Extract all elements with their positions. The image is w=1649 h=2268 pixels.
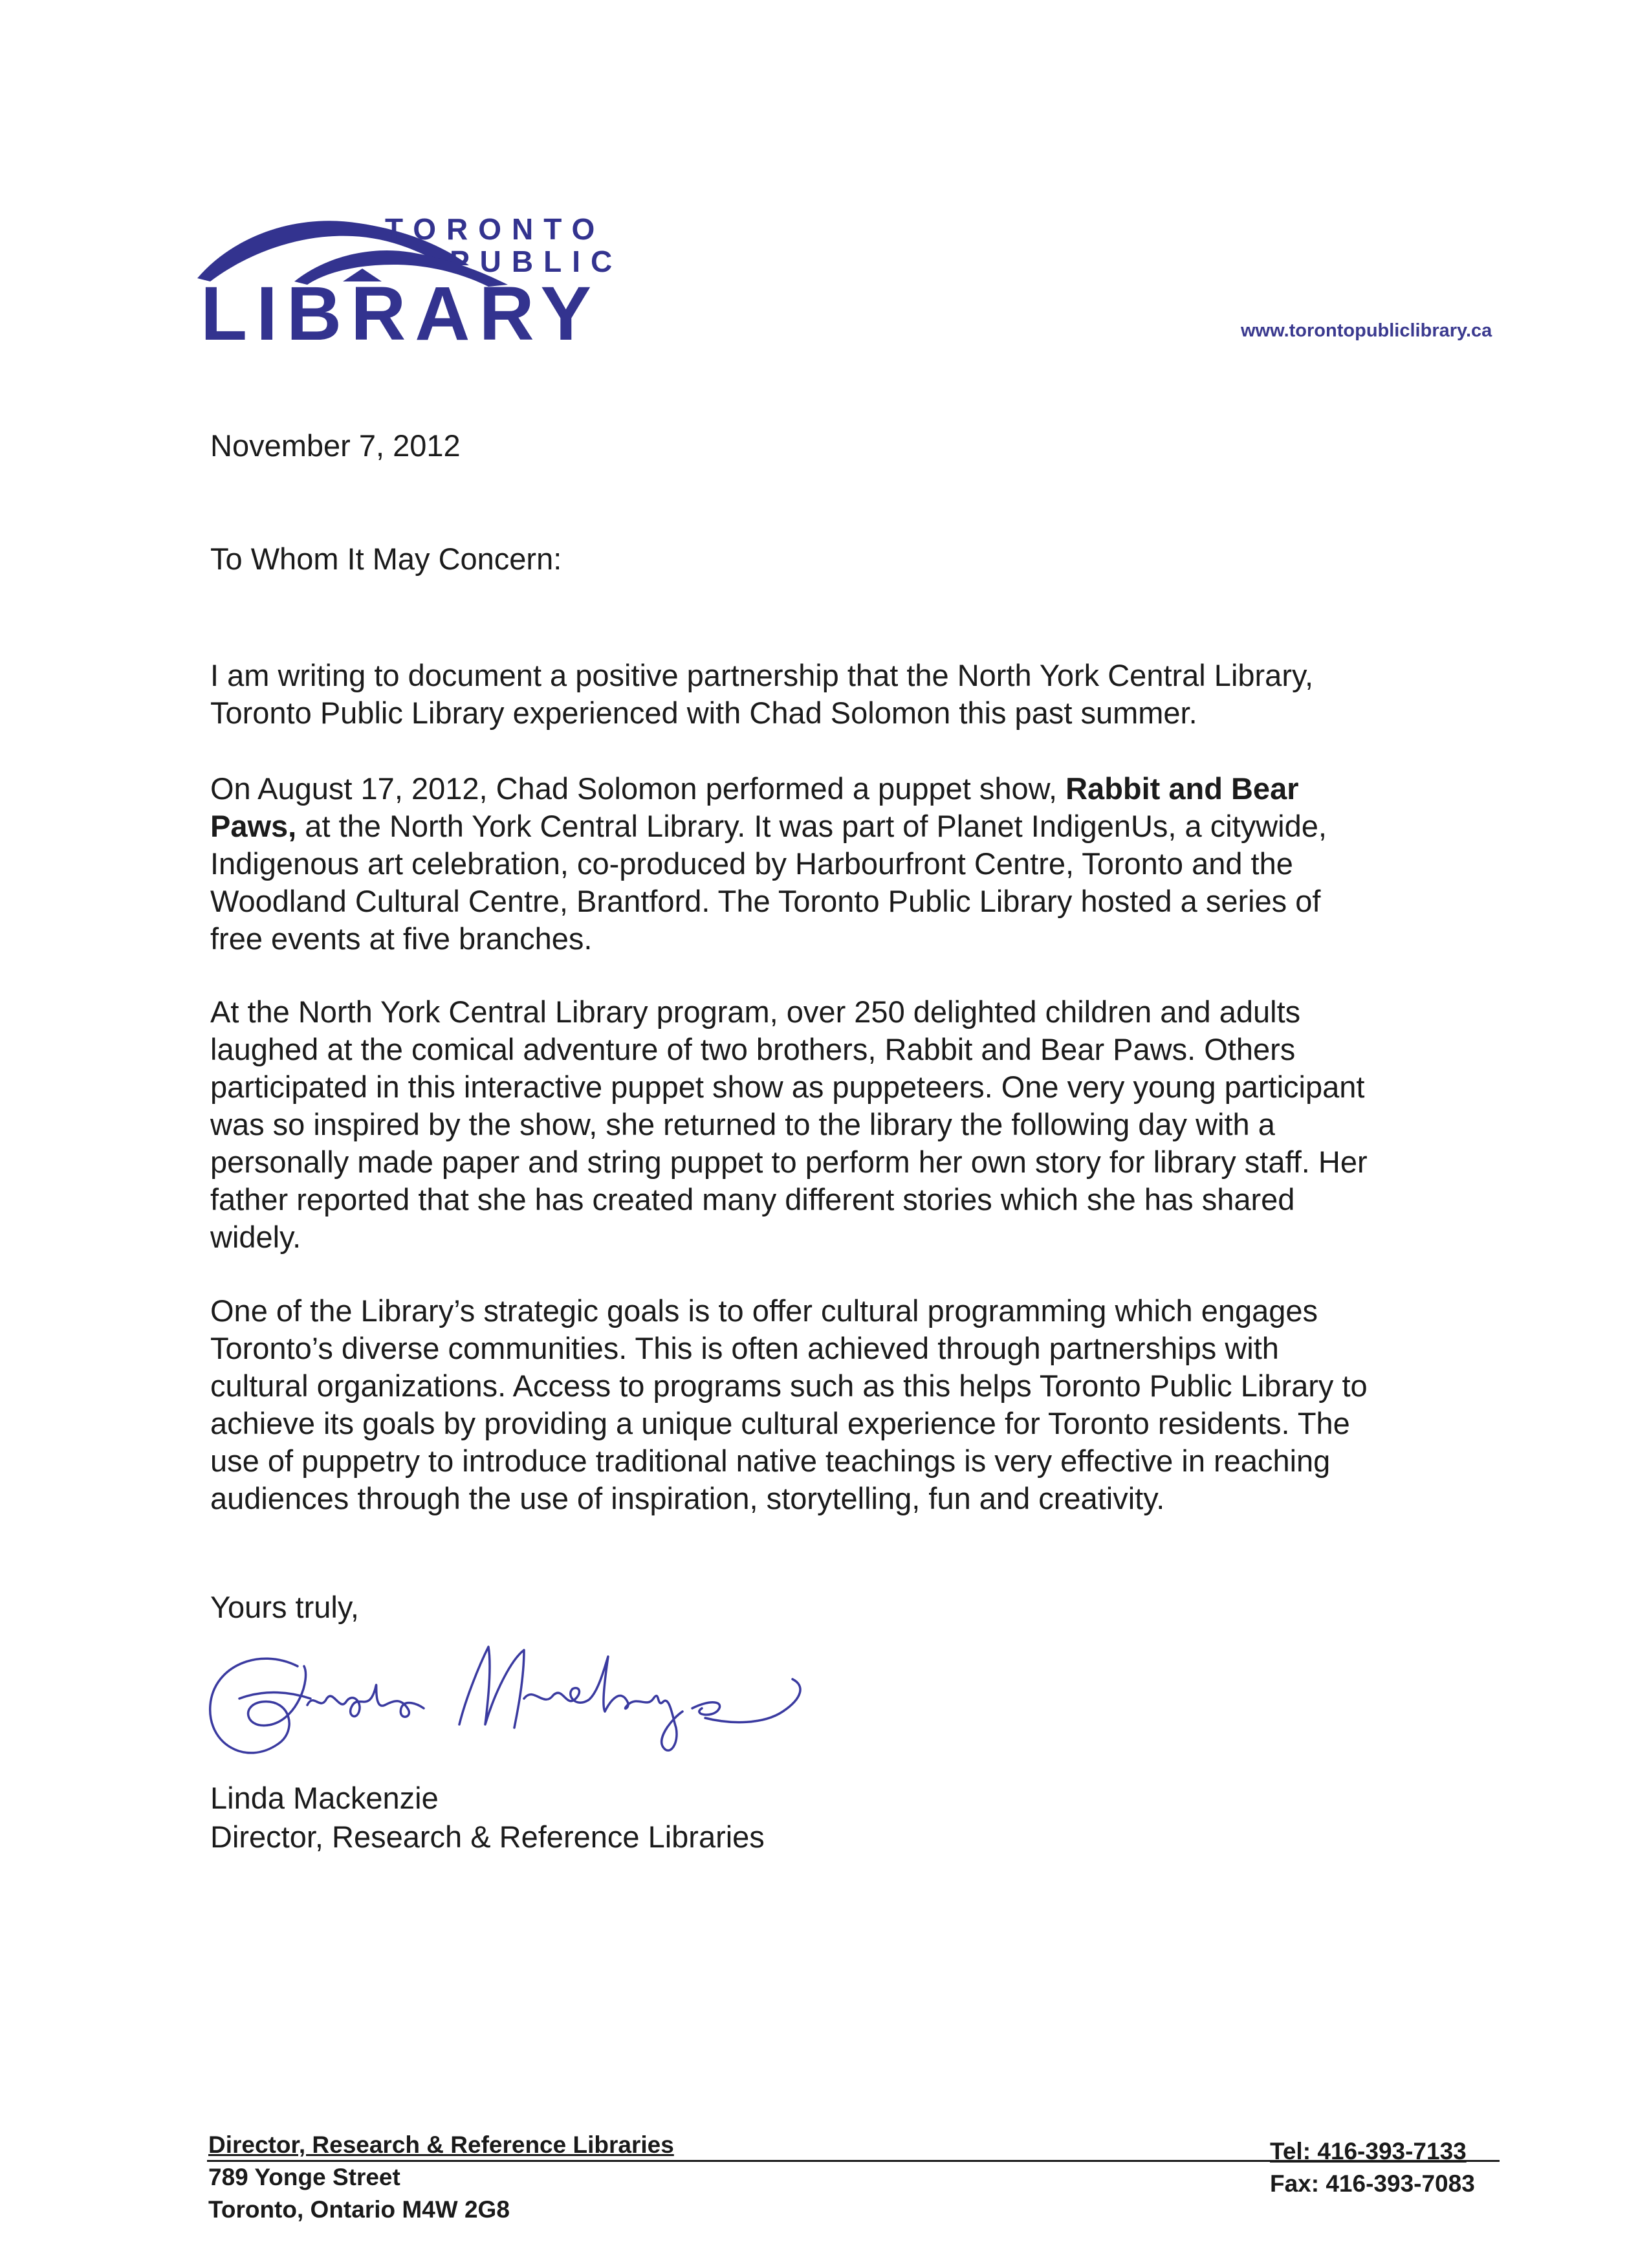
paragraph-3-line: was so inspired by the show, she returned to the library the following day with a xyxy=(210,1107,1275,1141)
paragraph-2-line: Indigenous art celebration, co-produced by Harbourfront Centre, Toronto and the xyxy=(210,846,1293,881)
footer-telephone: Tel: 416-393-7133 xyxy=(1270,2138,1467,2164)
paragraph-4-line: achieve its goals by providing a unique cultural experience for Toronto residents. The xyxy=(210,1406,1350,1440)
paragraph-3-line: participated in this interactive puppet show as puppeteers. One very young participant xyxy=(210,1070,1365,1104)
paragraph-4-line: Toronto’s diverse communities. This is often achieved through partnerships with xyxy=(210,1331,1279,1365)
paragraph-3-line: At the North York Central Library program, over 250 delighted children and adults xyxy=(210,995,1301,1029)
paragraph-4-line: cultural organizations. Access to programs such as this helps Toronto Public Library to xyxy=(210,1369,1368,1403)
paragraph-2 xyxy=(210,770,1478,958)
footer-street: 789 Yonge Street xyxy=(208,2164,400,2190)
paragraph-3-line: father reported that she has created many different stories which she has shared xyxy=(210,1182,1295,1217)
paragraph-4 xyxy=(210,1292,1478,1517)
paragraph-3-line: personally made paper and string puppet to perform her own story for library staff. Her xyxy=(210,1145,1368,1179)
logo-line-library: LIBRARY xyxy=(201,271,601,346)
library-website-url: www.torontopubliclibrary.ca xyxy=(1241,320,1492,341)
logo-line-public: PUBLIC xyxy=(450,245,623,278)
paragraph-2-line: free events at five branches. xyxy=(210,921,593,956)
paragraph-2-text: On August 17, 2012, Chad Solomon performed a puppet show, xyxy=(210,771,1066,806)
paragraph-2-text: at the North York Central Library. It was part of Planet IndigenUs, a citywide, xyxy=(296,809,1327,843)
letter-date: November 7, 2012 xyxy=(210,428,461,463)
footer-fax: Fax: 416-393-7083 xyxy=(1270,2170,1475,2197)
logo-line-toronto: TORONTO xyxy=(385,212,606,246)
paragraph-2-line xyxy=(210,770,1478,808)
paragraph-4-line: audiences through the use of inspiration, storytelling, fun and creativity. xyxy=(210,1481,1165,1515)
show-title: Paws, xyxy=(210,809,297,843)
paragraph-2-line: Woodland Cultural Centre, Brantford. The Toronto Public Library hosted a series of xyxy=(210,884,1321,918)
paragraph-1-line: I am writing to document a positive partnership that the North York Central Library, xyxy=(210,658,1314,692)
paragraph-1-line: Toronto Public Library experienced with Chad Solomon this past summer. xyxy=(210,696,1197,730)
paragraph-3-line: widely. xyxy=(210,1220,301,1254)
salutation: To Whom It May Concern: xyxy=(210,542,562,576)
footer-contact xyxy=(1270,2135,1475,2200)
footer-city: Toronto, Ontario M4W 2G8 xyxy=(208,2196,510,2223)
paragraph-2-line xyxy=(210,808,1478,845)
closing: Yours truly, xyxy=(210,1590,359,1624)
paragraph-3-line: laughed at the comical adventure of two brothers, Rabbit and Bear Paws. Others xyxy=(210,1032,1296,1066)
paragraph-4-line: use of puppetry to introduce traditional native teachings is very effective in reaching xyxy=(210,1444,1331,1478)
paragraph-4-line: One of the Library’s strategic goals is to offer cultural programming which engages xyxy=(210,1294,1318,1328)
paragraph-3 xyxy=(210,993,1478,1256)
footer-address xyxy=(208,2129,674,2226)
handwritten-signature xyxy=(201,1627,847,1783)
show-title: Rabbit and Bear xyxy=(1065,771,1299,806)
toronto-public-library-logo xyxy=(197,210,676,346)
signer-name: Linda Mackenzie xyxy=(210,1781,439,1815)
paragraph-1 xyxy=(210,657,1478,732)
footer-department: Director, Research & Reference Libraries xyxy=(208,2131,674,2158)
signer-title: Director, Research & Reference Libraries xyxy=(210,1820,765,1854)
